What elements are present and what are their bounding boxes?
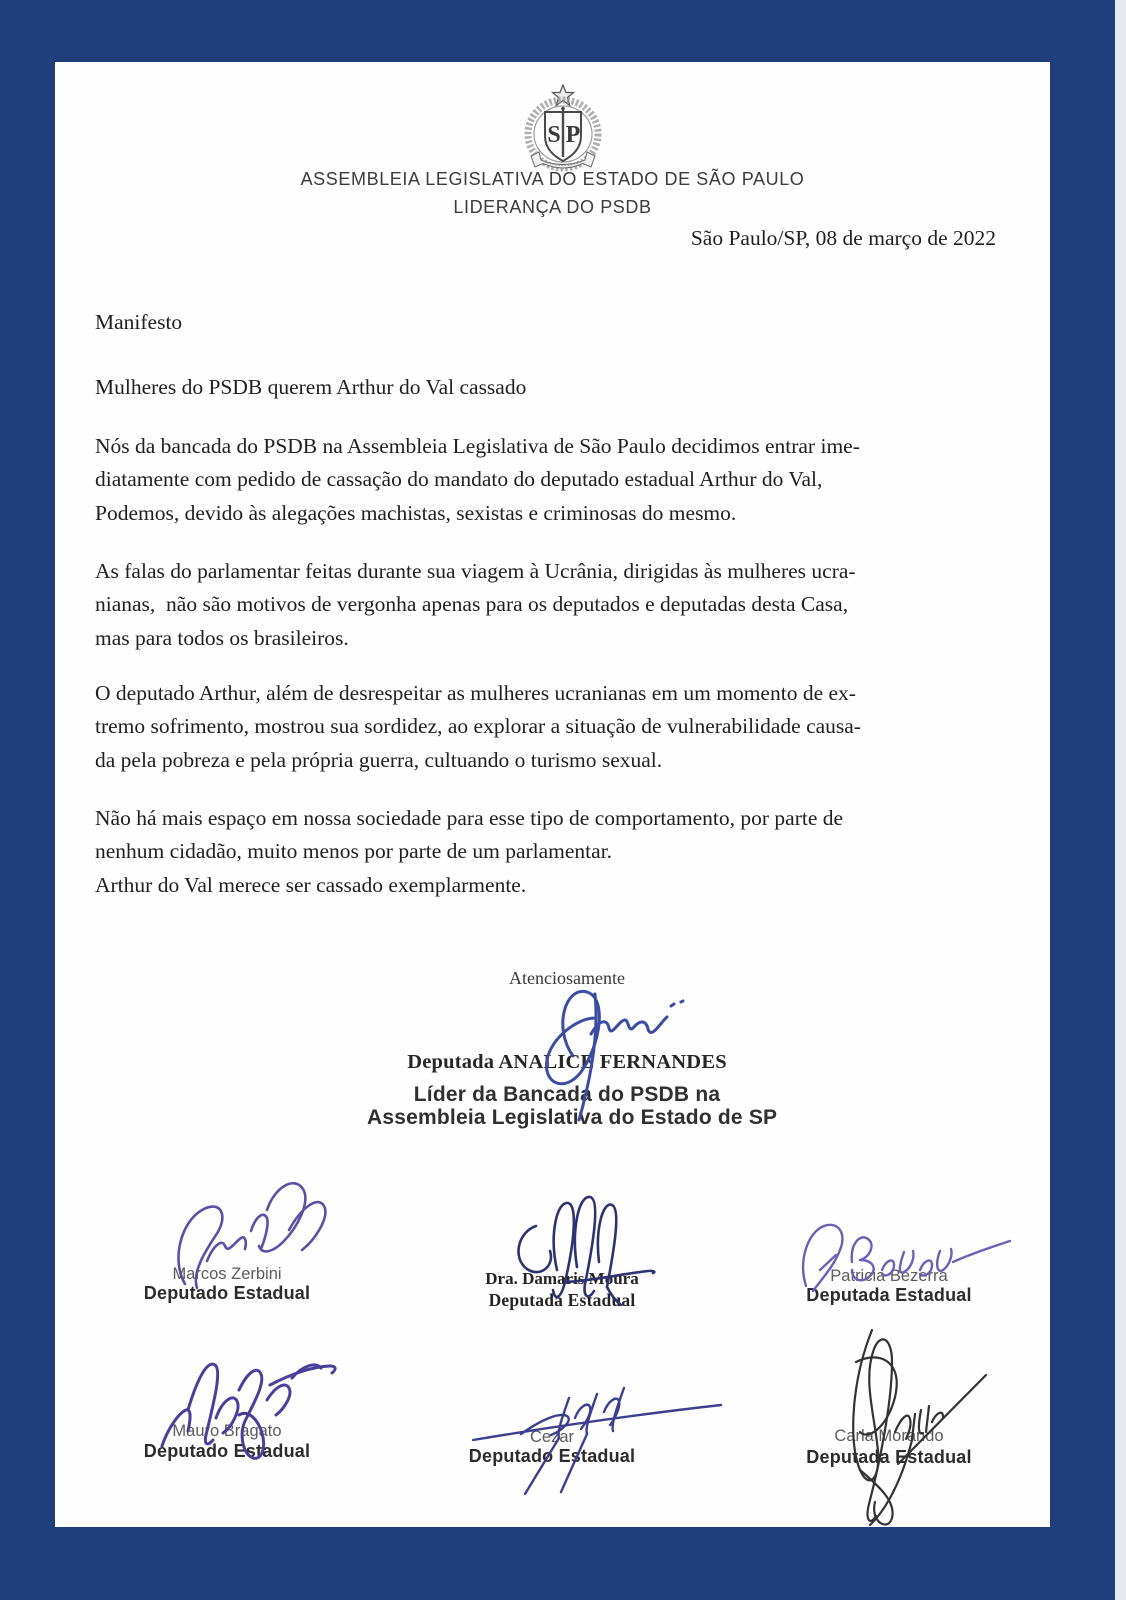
body-line: Não há mais espaço em nossa sociedade para esse tipo de comportamento, por parte de — [95, 806, 844, 830]
closing-signer-role-line2: Assembleia Legislativa do Estado de SP — [367, 1106, 778, 1129]
body-line: Nós da bancada do PSDB na Assembleia Legislativa de São Paulo decidimos entrar ime- — [95, 434, 860, 458]
signer-name: Dra. Damaris Moura — [485, 1269, 639, 1288]
paragraph-1 — [95, 430, 860, 530]
document-page — [55, 62, 1050, 1527]
seal-letter-p: P — [565, 122, 581, 148]
signer-role: Deputada Estadual — [806, 1447, 972, 1467]
signer-role: Deputado Estadual — [143, 1441, 311, 1461]
paragraph-4 — [95, 802, 843, 902]
body-line: Arthur do Val merece ser cassado exemplarmente. — [95, 872, 527, 897]
document-subtitle: Mulheres do PSDB querem Arthur do Val cassado — [95, 375, 527, 399]
body-line: O deputado Arthur, além de desrespeitar as mulheres ucranianas em um momento de ex- — [95, 681, 856, 705]
body-line: tremo sofrimento, mostrou sua sordidez, ao explorar a situação de vulnerabilidade causa- — [95, 714, 861, 739]
signer-name: Cezar — [529, 1428, 574, 1446]
signer-name: Marcos Zerbini — [172, 1265, 282, 1283]
org-name-line: ASSEMBLEIA LEGISLATIVA DO ESTADO DE SÃO PAULO — [300, 169, 805, 189]
closing-signer-name: Deputada ANALICE FERNANDES — [407, 1051, 727, 1073]
body-line: nenhum cidadão, muito menos por parte de um parlamentar. — [95, 839, 613, 864]
document-title: Manifesto — [95, 310, 183, 334]
org-leadership-line: LIDERANÇA DO PSDB — [453, 197, 652, 217]
signer-name: Patricia Bezerra — [830, 1267, 948, 1285]
body-line: mas para todos os brasileiros. — [95, 625, 349, 650]
seal-letter-s: S — [547, 122, 561, 148]
signature-ink-carla-morando — [800, 1322, 995, 1527]
paragraph-3 — [95, 677, 861, 777]
right-edge-strip — [1115, 0, 1126, 1600]
salutation: Atenciosamente — [509, 968, 625, 988]
body-line: da pela pobreza e pela própria guerra, cultuando o turismo sexual. — [95, 747, 663, 772]
signer-role: Deputada Estadual — [488, 1290, 636, 1310]
signer-name: Mauro Bragato — [172, 1422, 282, 1440]
closing-signer-role-line1: Líder da Bancada do PSDB na — [413, 1083, 721, 1106]
signer-role: Deputado Estadual — [143, 1283, 311, 1303]
body-line: As falas do parlamentar feitas durante sua viagem à Ucrânia, dirigidas às mulheres ucra- — [95, 559, 856, 583]
body-line: Podemos, devido às alegações machistas, sexistas e criminosas do mesmo. — [95, 500, 737, 525]
sao-paulo-coat-of-arms-icon — [503, 84, 623, 176]
signer-role: Deputada Estadual — [806, 1285, 972, 1305]
signer-role: Deputado Estadual — [468, 1446, 636, 1466]
paragraph-2 — [95, 555, 856, 655]
body-line: nianas, não são motivos de vergonha apenas para os deputados e deputadas desta Casa, — [95, 592, 849, 617]
dateline: São Paulo/SP, 08 de março de 2022 — [690, 226, 996, 250]
signer-name: Carla Morando — [834, 1427, 944, 1445]
body-line: diatamente com pedido de cassação do mandato do deputado estadual Arthur do Val, — [95, 467, 823, 492]
